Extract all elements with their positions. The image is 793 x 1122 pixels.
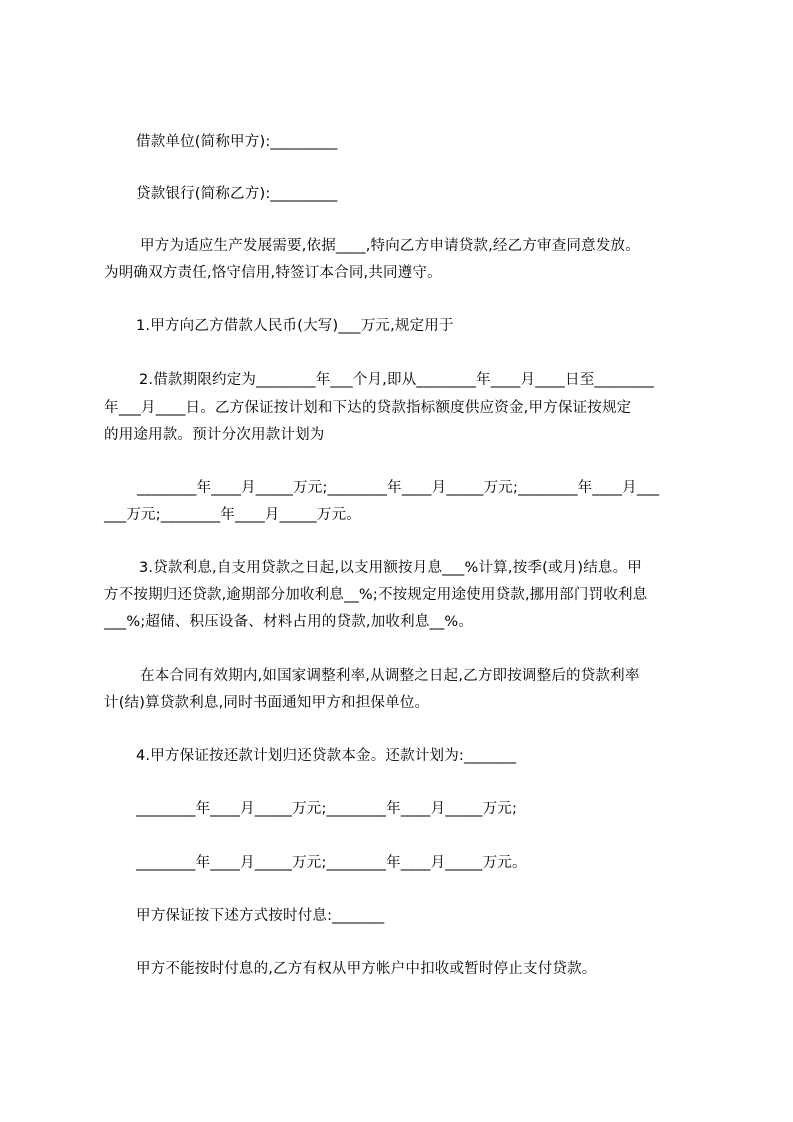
rate-adjust-line-2: 计(结)算贷款利息,同时书面通知甲方和担保单位。 xyxy=(104,695,430,711)
clause-2-line-2: 年___月____日。乙方保证按计划和下达的贷款指标额度供应资金,甲方保证按规定 xyxy=(104,400,632,416)
borrower-line: 借款单位(简称甲方):_________ xyxy=(136,134,338,150)
clause-1-line: 1.甲方向乙方借款人民币(大写)___万元,规定用于 xyxy=(136,318,454,334)
rate-adjust-line-1: 在本合同有效期内,如国家调整利率,从调整之日起,乙方即按调整后的贷款利率 xyxy=(140,668,640,684)
clause-3-line-2: 方不按期归还贷款,逾期部分加收利息__%;不按规定用途使用贷款,挪用部门罚收利息 xyxy=(104,587,648,603)
repay-plan-line-2: ________年____月_____万元;________年____月_____万元。 xyxy=(136,855,527,871)
preamble-line-2: 为明确双方责任,恪守信用,特签订本合同,共同遵守。 xyxy=(104,265,442,281)
clause-2-line-3: 的用途用款。预计分次用款计划为 xyxy=(104,427,325,443)
clause-2-line-1: 2.借款期限约定为________年___个月,即从________年____月____日至________ xyxy=(139,372,654,388)
clause-3-line-3: ___%;超储、积压设备、材料占用的贷款,加收利息__%。 xyxy=(104,614,474,630)
draw-plan-line-2: ___万元;________年____月_____万元。 xyxy=(104,507,361,523)
clause-3-line-1: 3.贷款利息,自支用贷款之日起,以支用额按月息___%计算,按季(或月)结息。甲 xyxy=(139,560,643,576)
repay-plan-line-1: ________年____月_____万元;________年____月_____万元; xyxy=(136,801,518,817)
preamble-line-1: 甲方为适应生产发展需要,依据____,特向乙方申请贷款,经乙方审查同意发放。 xyxy=(140,238,640,254)
interest-payment-line: 甲方保证按下述方式按时付息:_______ xyxy=(136,908,385,924)
lender-line: 贷款银行(简称乙方):_________ xyxy=(136,186,338,202)
draw-plan-line-1: ________年____月_____万元;________年____月_____万元;________年____月___ xyxy=(137,480,660,496)
default-interest-line: 甲方不能按时付息的,乙方有权从甲方帐户中扣收或暂时停止支付贷款。 xyxy=(136,961,597,977)
clause-4-line: 4.甲方保证按还款计划归还贷款本金。还款计划为:_______ xyxy=(136,748,517,764)
